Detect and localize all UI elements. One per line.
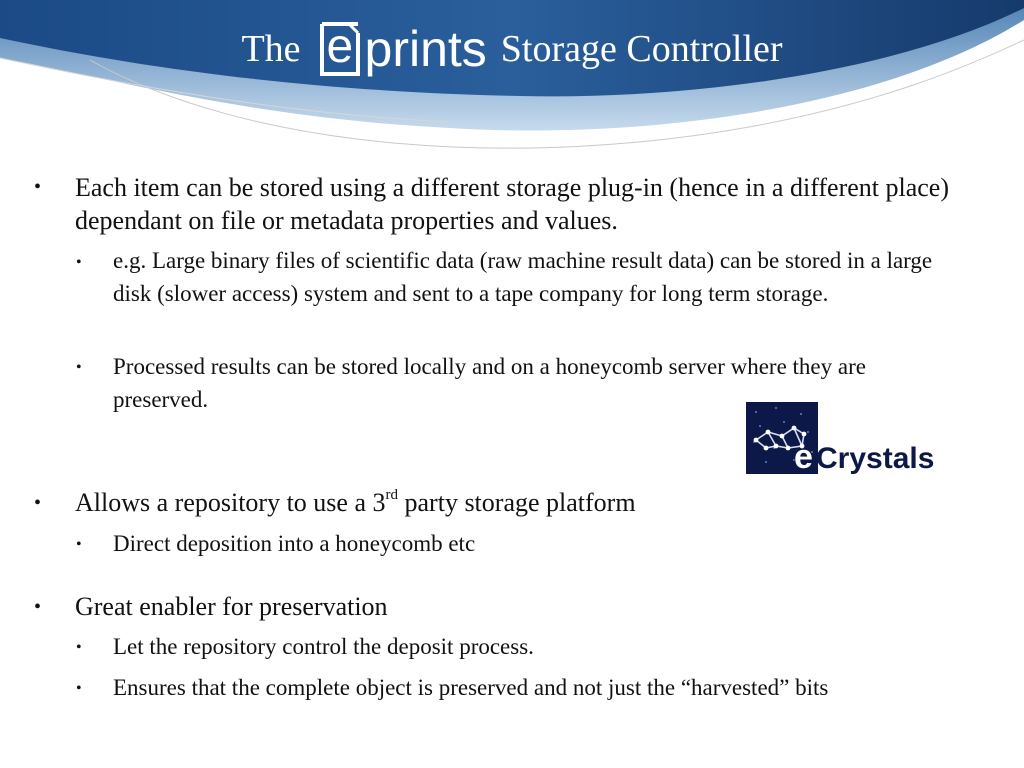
bullet-3-sub-1: Let the repository control the deposit process. — [113, 634, 534, 659]
eprints-logo-e-mark — [319, 21, 361, 77]
eprints-logo-text: prints — [364, 21, 487, 77]
bullet-2-text-post: party storage platform — [398, 488, 636, 517]
ecrystals-logo — [746, 402, 946, 474]
sub-bullet-dot: • — [76, 680, 82, 697]
ecrystals-logo-e: e — [794, 438, 813, 474]
bullet-2-text — [75, 486, 975, 519]
sub-bullet-dot: • — [76, 359, 82, 376]
ecrystals-logo-text: Crystals — [816, 442, 935, 474]
slide-title — [0, 14, 1024, 84]
sub-bullet-dot: • — [76, 639, 82, 656]
title-prefix: The — [241, 28, 301, 70]
bullet-dot: • — [34, 596, 42, 618]
sub-bullet-dot: • — [76, 536, 82, 553]
eprints-logo — [319, 21, 487, 77]
bullet-3-sub-2: Ensures that the complete object is preserved and not just the “harvested” bits — [113, 675, 829, 700]
bullet-3-text: Great enabler for preservation — [75, 592, 388, 621]
bullet-1-text: Each item can be stored using a different storage plug-in (hence in a different place) dependant on file or metadata properties and values. — [75, 173, 950, 235]
bullet-2-text-sup: rd — [385, 487, 399, 504]
bullet-dot: • — [34, 492, 42, 514]
title-suffix: Storage Controller — [500, 28, 783, 70]
bullet-dot: • — [34, 176, 42, 198]
sub-bullet-dot: • — [76, 254, 82, 271]
bullet-2-sub-1: Direct deposition into a honeycomb etc — [113, 531, 476, 556]
bullet-1-sub-1: e.g. Large binary files of scientific data (raw machine result data) can be stored in a large disk (slower access) system and sent to a tape company for long term storage. — [113, 248, 933, 306]
eprints-logo-letter: e — [326, 20, 354, 73]
bullet-1-sub-2: Processed results can be stored locally and on a honeycomb server where they are preserved. — [113, 354, 866, 412]
bullet-2-text-pre: Allows a repository to use a 3 — [75, 488, 386, 517]
